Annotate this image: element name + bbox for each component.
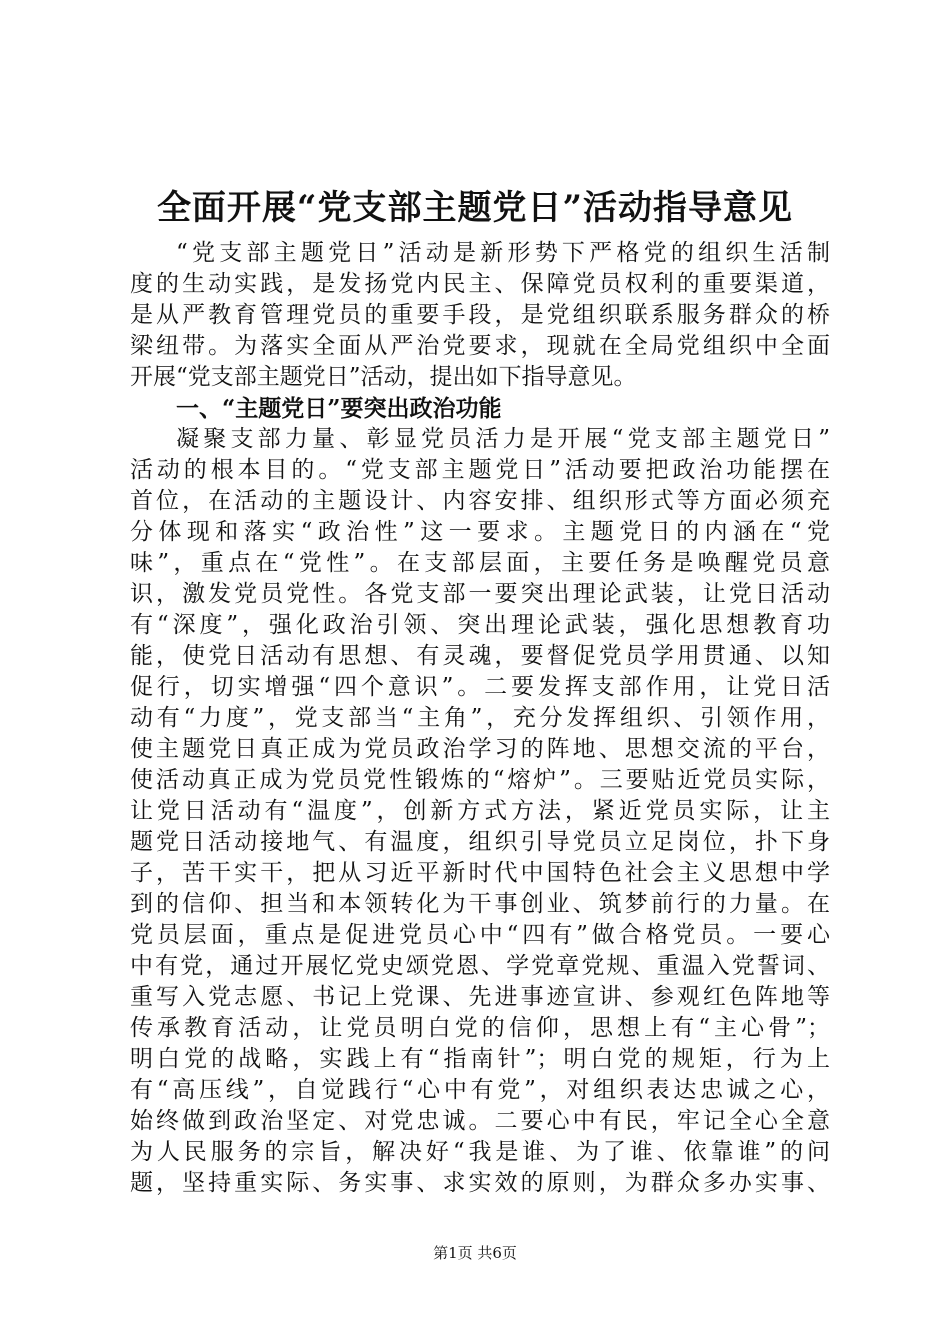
page-number-footer: 第1页 共6页	[433, 1244, 517, 1262]
paragraph-line: 首位，在活动的主题设计、内容安排、组织形式等方面必须充	[130, 488, 830, 514]
paragraph-line: 度的生动实践，是发扬党内民主、保障党员权利的重要渠道，	[130, 271, 830, 297]
paragraph-line: 动有“力度”，党支部当“主角”，充分发挥组织、引领作用，	[130, 705, 830, 731]
paragraph-line: 分体现和落实“政治性”这一要求。主题党日的内涵在“党	[130, 519, 830, 545]
paragraph-line: 味”，重点在“党性”。在支部层面，主要任务是唤醒党员意	[130, 550, 830, 576]
paragraph-line: 能，使党日活动有思想、有灵魂，要督促党员学用贯通、以知	[130, 643, 830, 669]
paragraph-line: 题党日活动接地气、有温度，组织引导党员立足岗位，扑下身	[130, 829, 830, 855]
paragraph-line: 让党日活动有“温度”，创新方式方法，紧近党员实际，让主	[130, 798, 830, 824]
paragraph-line: 为人民服务的宗旨，解决好“我是谁、为了谁、依靠谁”的问	[130, 1139, 830, 1165]
paragraph-line: 梁纽带。为落实全面从严治党要求，现就在全局党组织中全面	[130, 333, 830, 359]
document-title: 全面开展“党支部主题党日”活动指导意见	[156, 188, 794, 228]
paragraph-line: 传承教育活动，让党员明白党的信仰，思想上有“主心骨”；	[130, 1015, 830, 1041]
paragraph-line: 活动的根本目的。“党支部主题党日”活动要把政治功能摆在	[130, 457, 830, 483]
paragraph-line: 促行，切实增强“四个意识”。二要发挥支部作用，让党日活	[130, 674, 830, 700]
paragraph-line: 党员层面，重点是促进党员心中“四有”做合格党员。一要心	[130, 922, 830, 948]
paragraph-line: 是从严教育管理党员的重要手段，是党组织联系服务群众的桥	[130, 302, 830, 328]
paragraph-line: 有“高压线”，自觉践行“心中有党”，对组织表达忠诚之心，	[130, 1077, 830, 1103]
paragraph-line: 中有党，通过开展忆党史颂党恩、学党章党规、重温入党誓词、	[130, 953, 830, 979]
paragraph-line: 凝聚支部力量、彰显党员活力是开展“党支部主题党日”	[176, 426, 830, 452]
paragraph-line: 使活动真正成为党员党性锻炼的“熔炉”。三要贴近党员实际，	[130, 767, 830, 793]
paragraph-line: 题，坚持重实际、务实事、求实效的原则，为群众多办实事、	[130, 1170, 830, 1196]
paragraph-line: “党支部主题党日”活动是新形势下严格党的组织生活制	[176, 240, 830, 266]
paragraph-line: 有“深度”，强化政治引领、突出理论武装，强化思想教育功	[130, 612, 830, 638]
section-heading: 一、“主题党日”要突出政治功能	[176, 395, 502, 422]
paragraph-line: 到的信仰、担当和本领转化为干事创业、筑梦前行的力量。在	[130, 891, 830, 917]
paragraph-line: 重写入党志愿、书记上党课、先进事迹宣讲、参观红色阵地等	[130, 984, 830, 1010]
paragraph-line: 使主题党日真正成为党员政治学习的阵地、思想交流的平台，	[130, 736, 830, 762]
paragraph-line: 子，苦干实干，把从习近平新时代中国特色社会主义思想中学	[130, 860, 830, 886]
paragraph-line: 明白党的战略，实践上有“指南针”；明白党的规矩，行为上	[130, 1046, 830, 1072]
paragraph-line: 识，激发党员党性。各党支部一要突出理论武装，让党日活动	[130, 581, 830, 607]
paragraph-line: 始终做到政治坚定、对党忠诚。二要心中有民，牢记全心全意	[130, 1108, 830, 1134]
paragraph-line: 开展“党支部主题党日”活动，提出如下指导意见。	[130, 364, 637, 390]
document-body	[130, 238, 830, 1199]
